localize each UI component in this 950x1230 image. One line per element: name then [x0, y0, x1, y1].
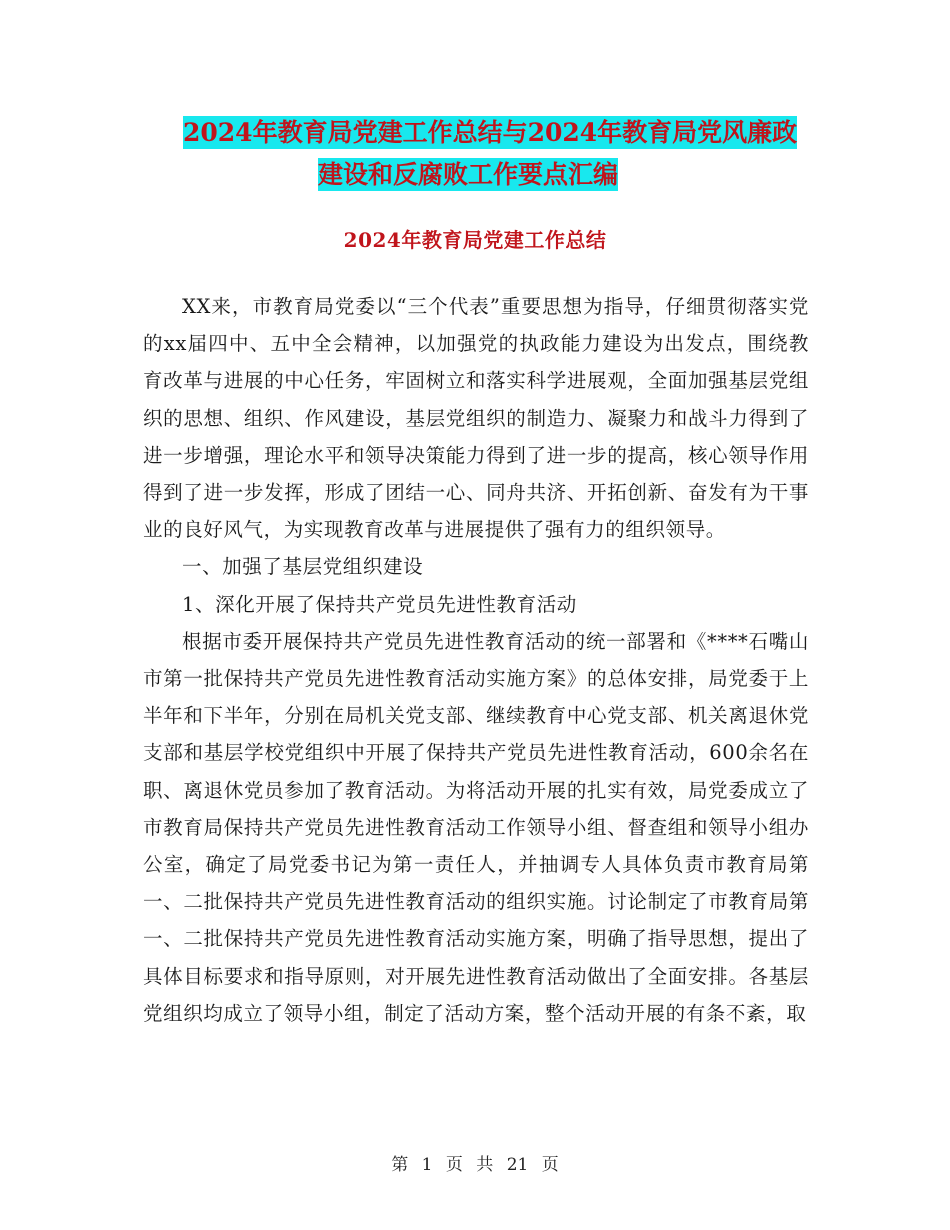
heading-level-2: 1、深化开展了保持共产党员先进性教育活动 [182, 592, 577, 616]
section-title: 2024年教育局党建工作总结 [343, 228, 607, 252]
page-footer: 第 1 页 共 21 页 [391, 1155, 559, 1175]
document-title [183, 112, 823, 196]
document-title-line-2: 建设和反腐败工作要点汇编 [318, 160, 619, 189]
document-body [143, 288, 809, 1032]
heading-level-1: 一、加强了基层党组织建设 [182, 555, 424, 579]
document-title-line-1: 2024年教育局党建工作总结与2024年教育局党风廉政 [183, 118, 798, 147]
paragraph-body: 根据市委开展保持共产党员先进性教育活动的统一部署和《****石嘴山市第一批保持共产党员先进性教育活动实施方案》的总体安排，局党委于上半年和下半年，分别在局机关党支部、继续教育中心党支部、机关离退休党支部和基层学校党组织中开展了保持共产党员先进性教育活动，600余名在职、离退休党员参加了教育活动。为将活动开展的扎实有效，局党委成立了市教育局保持共产党员先进性教育活动工作领导小组、督查组和领导小组办公室，确定了局党委书记为第一责任人，并抽调专人具体负责市教育局第一、二批保持共产党员先进性教育活动的组织实施。讨论制定了市教育局第一、二批保持共产党员先进性教育活动实施方案，明确了指导思想，提出了具体目标要求和指导原则，对开展先进性教育活动做出了全面安排。各基层党组织均成立了领导小组，制定了活动方案，整个活动开展的有条不紊，取 [143, 629, 809, 1025]
paragraph-intro: XX来，市教育局党委以“三个代表”重要思想为指导，仔细贯彻落实党的xx届四中、五中全会精神，以加强党的执政能力建设为出发点，围绕教育改革与进展的中心任务，牢固树立和落实科学进展观，全面加强基层党组织的思想、组织、作风建设，基层党组织的制造力、凝聚力和战斗力得到了进一步增强，理论水平和领导决策能力得到了进一步的提高，核心领导作用得到了进一步发挥，形成了团结一心、同舟共济、开拓创新、奋发有为干事业的良好风气，为实现教育改革与进展提供了强有力的组织领导。 [143, 295, 809, 542]
